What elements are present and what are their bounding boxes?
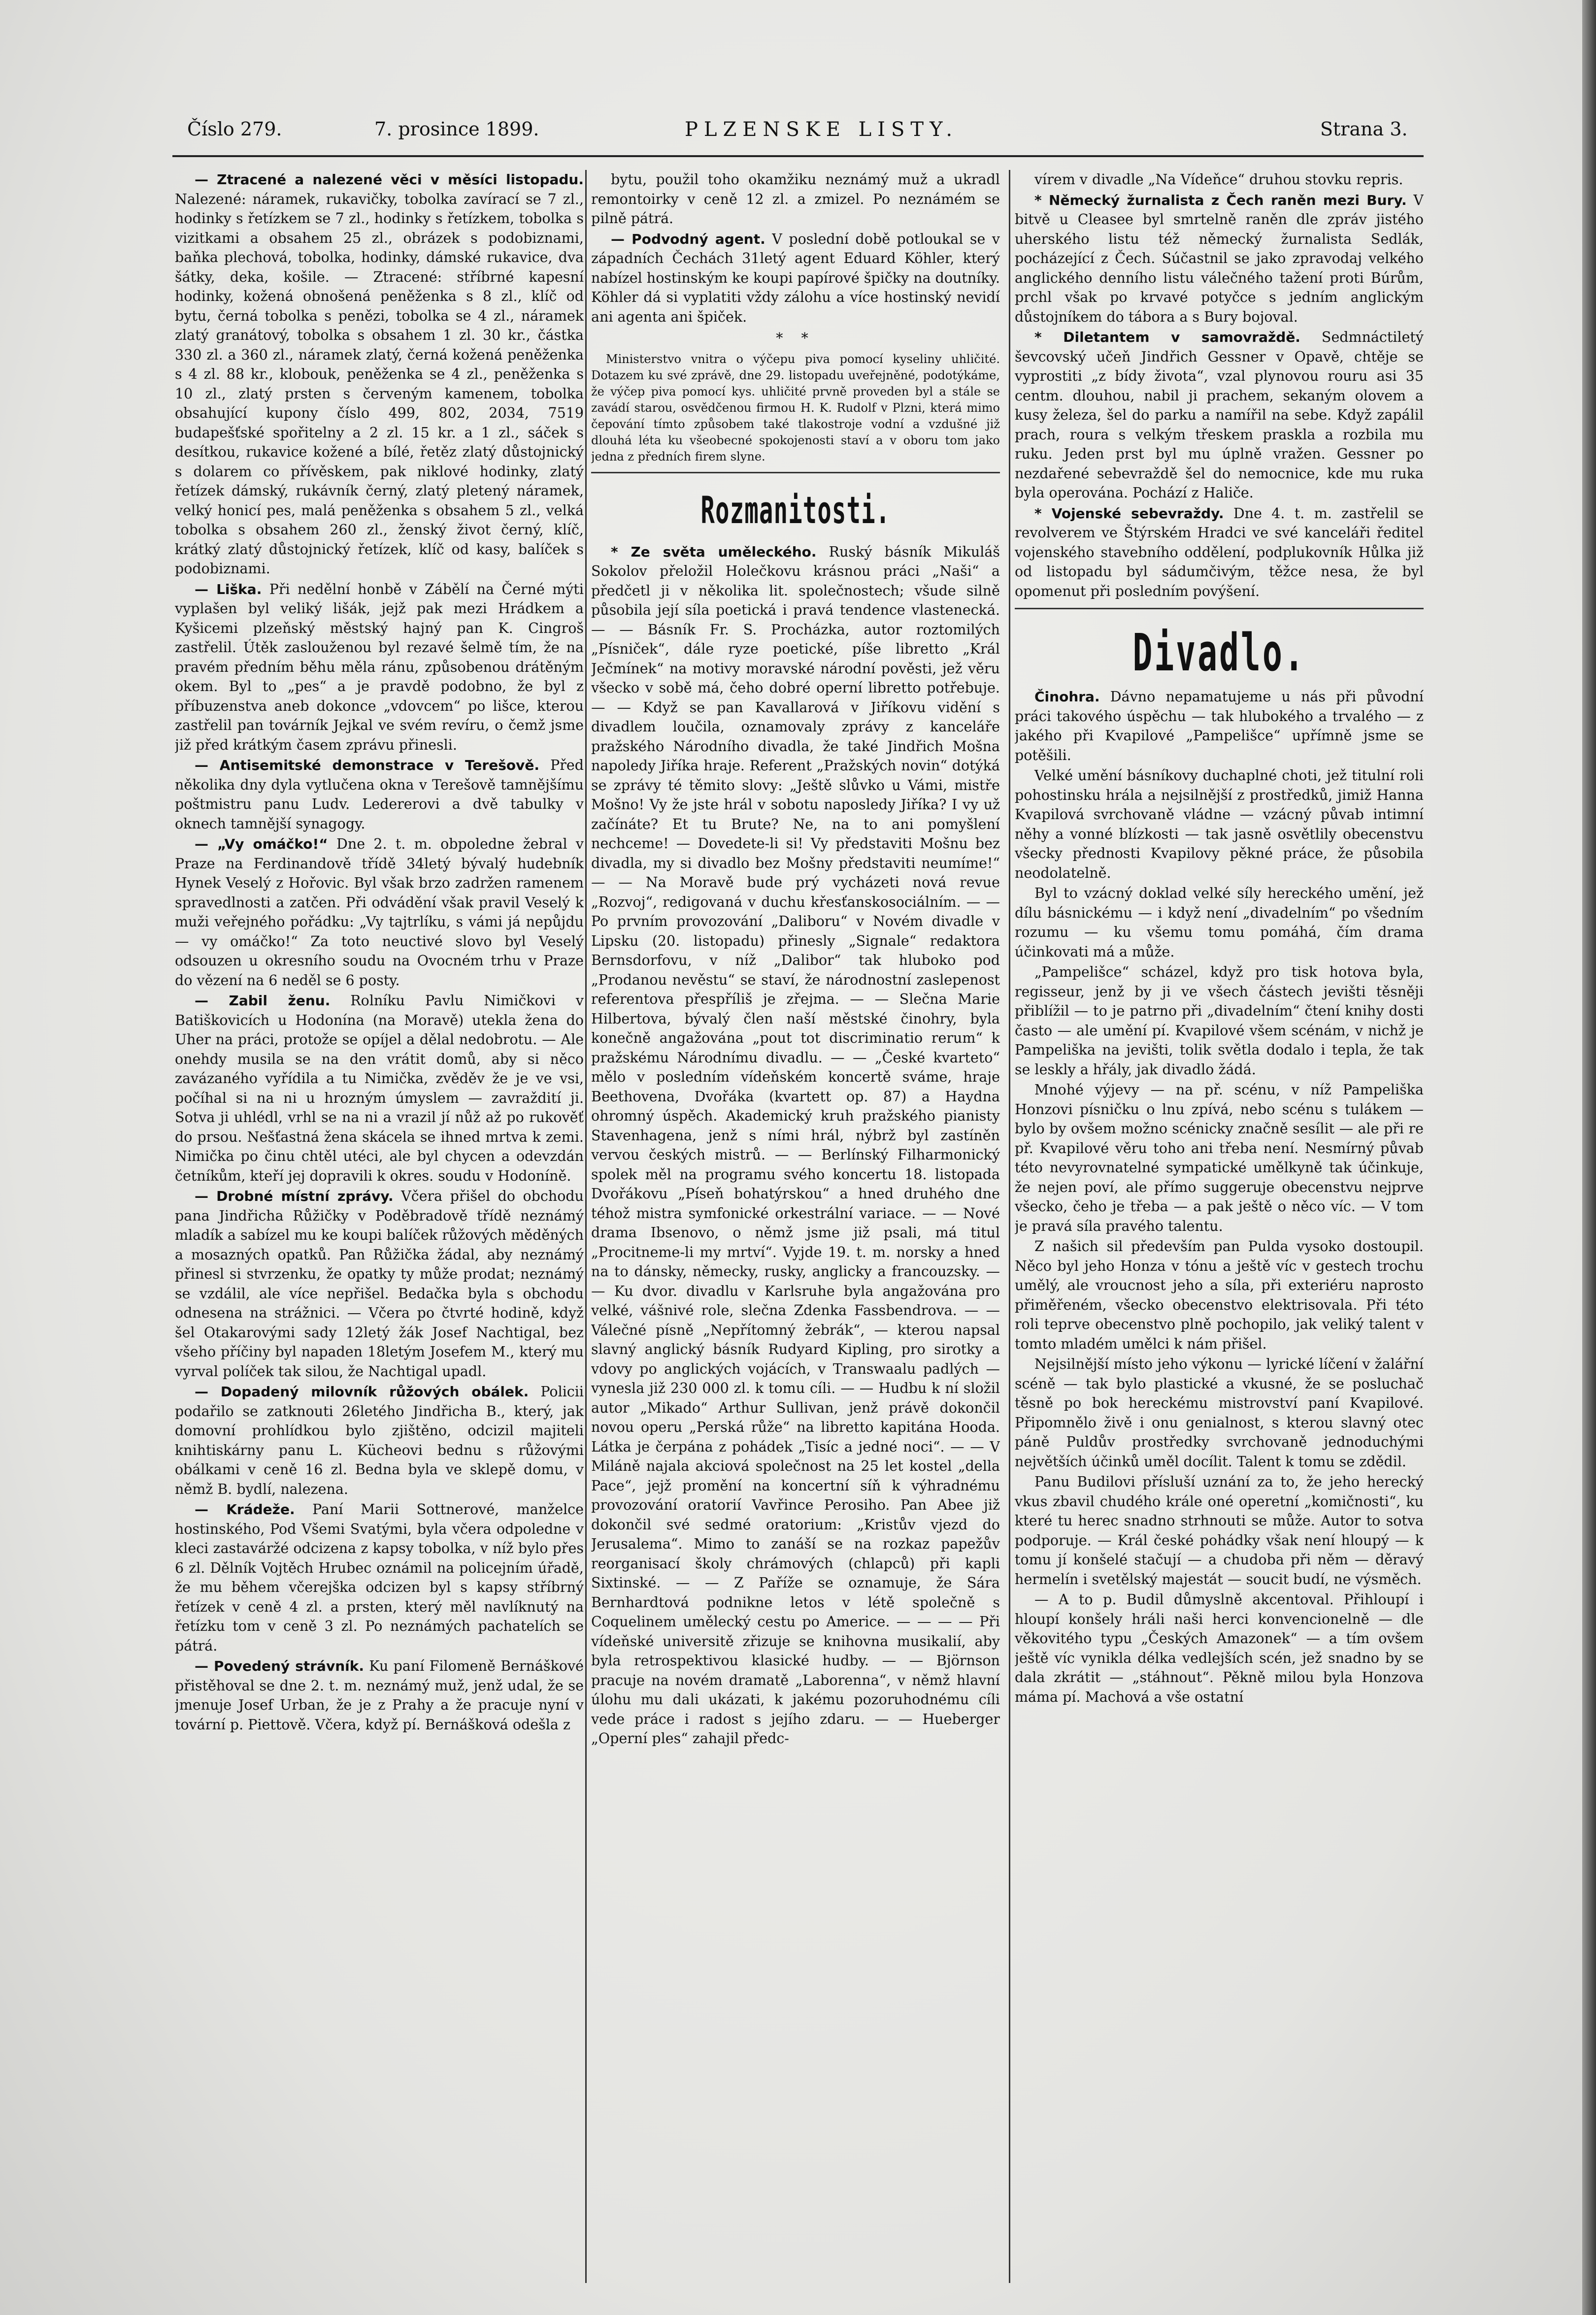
page-header (167, 118, 1429, 148)
article-paragraph (591, 542, 1000, 1749)
article-text: Nejsilnější místo jeho výkonu — lyrické líčení v žalářní scéně — tak bylo plastické a vkusné, že se posluchač těsně po bok hereckému mistrovství paní Kvapilové. Připomnělo živě i onu genialnost, s kterou slavný otec páně Puldův prostředky svrchovaně jednoduchými největších účinků uměl docílit. Talent k tomu se zdědil. (1015, 1356, 1424, 1470)
article-text: Nalezené: náramek, rukavičky, tobolka zavírací se 7 zl., hodinky s řetízkem se 7 zl., hodinky s řetízkem, tobolka s vizitkami a obsahem 25 zl., obrázek s podobiznami, baňka plechová, tobolka, hodinky, dámské rukavice, dva šátky, deka, košile. — Ztracené: stříbrné kapesní hodinky, kožená obnošená peněženka s 8 zl., klíč od bytu, černá tobolka s penězi, tobolka se 4 zl., náramek zlatý granátový, tobolka s obsahem 1 zl. 30 kr., částka 330 zl. a 360 zl., náramek zlatý, černá kožená peněženka s 4 zl. 88 kr., klobouk, peněženka se 4 zl., peněženka s 10 zl., zlatý prsten s červeným kamenem, tobolka obsahující kupony číslo 499, 802, 2034, 7519 budapešťské spořitelny a 2 zl. 15 kr. a 1 zl., sáček s desítkou, rukavice kožené a bílé, řetěz zlatý důstojnický s dolarem co přívěskem, pak niklové hodinky, zlatý řetízek dámský, rukávník černý, zlatý pletený náramek, velký honicí pes, malá peněženka s obsahem 5 zl., velká tobolka s obsahem 260 zl., ženský život černý, klíč, krátký zlatý důstojnický řetízek, klíč od kasy, balíček s podobiznami. (175, 191, 584, 577)
column-3 (1015, 170, 1424, 2283)
article-paragraph (1015, 504, 1424, 601)
article-text: Z našich sil především pan Pulda vysoko dostoupil. Něco byl jeho Honza v tónu a ještě víc v gestech trochu umělý, ale vroucnost jeho a síla, při exteriéru naprosto přiměřeném, všecko obecenstvo elektrisovala. Při této roli teprve obecenstvo plně pochopilo, jak veliký talent v tomto mladém umělci k nám přišel. (1015, 1238, 1424, 1352)
column-3-top-articles (1015, 170, 1424, 601)
issue-number: Číslo 279. (187, 118, 282, 140)
article-text: Panu Budilovi přísluší uznání za to, že jeho herecký vkus zbavil chudého krále oné operetní „komičnosti“, ku které tu herec snadno strhnouti se může. Autor to sotva podporuje. — Král české pohádky však není hloupý — k tomu jí konšelé stačují — a chudoba při něm — děravý hermelín i svetělský majestát — soucit budí, ne výsměch. (1015, 1474, 1424, 1587)
page-edge-shadow (1582, 0, 1596, 2315)
article-paragraph (1015, 1472, 1424, 1589)
article-heading: — Drobné místní zprávy. (195, 1188, 394, 1204)
article-text: V bitvě u Cleasee byl smrtelně raněn dle zpráv jistého uherského listu též německý žurnalista Sedlák, pocházející z Čech. Súčastnil se jako zpravodaj velkého anglického denního listu válečného tažení proti Búrům, prchl však po krvavé potyčce s jedním anglickým důstojníkem do tábora a s Bury bojoval. (1015, 192, 1424, 325)
article-heading: — Zabil ženu. (195, 992, 331, 1009)
article-heading: — „Vy omáčko!“ (195, 836, 328, 852)
article-paragraph (1015, 170, 1424, 190)
article-text: Paní Marii Sottnerové, manželce hostinského, Pod Všemi Svatými, byla včera odpoledne v kleci zastaváržé odcizena z kapsy tobolka, v níž bylo přes 6 zl. Dělník Vojtěch Hrubec oznámil na policejním úřadě, že mu během včerejška odcizen byl s kapsy stříbrný řetízek v ceně 4 zl. a prsten, který měl navlíknutý na řetízku tom v ceně 3 zl. Po neznámých pachatelích se pátrá. (175, 1501, 584, 1654)
article-heading: — Povedený strávník. (195, 1658, 364, 1674)
article-text: — A to p. Budil důmyslně akcentoval. Přihloupí i hloupí konšely hráli naši herci konvencionelně — dle věkovitého typu „Českých Amazonek“ — a tím ovšem ještě víc vynikla délka vedlejších scén, jež snadno by se dala zkrátit — „stáhnout“. Pěkně milou byla Honzova máma pí. Machová a vše ostatní (1015, 1591, 1424, 1705)
article-text: Ruský básník Mikuláš Sokolov přeložil Holečkovu krásnou práci „Naši“ a předčetl ji v několika lit. společnostech; všude silně působila její síla poetická i pravá tendence vlastenecká. — — Básník Fr. S. Procházka, autor roztomilých „Písniček“, dále ryze poetické, píše libretto „Král Ječmínek“ na motivy moravské národní pověsti, jež věru všecko v sobě má, čeho dobré operní libretto potřebuje. — — Když se pan Kavallarová v Jiříkovu vidění s divadlem loučila, oznamovaly zprávy z kanceláře pražského Národního divadla, že také Jindřich Mošna napoledy Jiříka hraje. Referent „Pražských novin“ dotýká se zprávy té těmito slovy: „Ještě slůvko u Vámi, mistře Mošno! Vy že jste hrál v sobotu naposledy Jiříka? I vy už začínáte? Et tu Brute? Ne, na to ani pomyšlení nechceme! — Dovedete-li si! Vy představiti Mošnu bez divadla, my si divadlo bez Mošny představiti neumíme!“ — — Na Moravě bude prý vycházeti nová revue „Rozvoj“, redigovaná v duchu křesťanskosociálním. — — Po prvním provozování „Daliboru“ v Novém divadle v Lipsku (20. listopadu) přinesly „Signale“ redaktora Bernsdorfovu, v níž „Dalibor“ tak hluboko pod „Prodanou nevěstu“ se staví, že národnostní zaslepenost referentova přespříliš je zřejma. — — Slečna Marie Hilbertova, bývalý člen naší městské činohry, byla konečně angažována „pout tot discriminatio rerum“ k pražskému Národnímu divadlu. — — „České kvarteto“ mělo v posledním vídeňském koncertě sváme, hraje Beethovena, Dvořáka (kvartett op. 87) a Haydna ohromný úspěch. Akademický kruh pražského pianisty Stavenhagena, jenž s ními hrál, nýbrž byl zastíněn vervou českých mistrů. — — Berlínský Filharmonický spolek měl na programu svého koncertu 18. listopada Dvořákovu „Píseň bohatýrskou“ a hned druhého dne téhož mistra symfonické orkestrální variace. — — Nové drama Ibsenovo, o němž jsme již psali, má titul „Procitneme-li my mrtví“. Vyjde 19. t. m. norsky a hned na to dánsky, německy, rusky, anglicky a francouzsky. — — Ku dvor. divadlu v Karlsruhe byla angažována pro velké, vášnivé role, slečna Zdenka Fassbendrova. — — Válečné písně „Nepřítomný žebrák“, — kterou napsal slavný anglický básník Rudyard Kipling, pro sirotky a vdovy po anglických vojácích, v Transwaalu padlých — vynesla již 230 000 zl. k tomu cíli. — — Hudbu k ní složil autor „Mikado“ Arthur Sullivan, jenž právě dokončil novou operu „Perská růže“ na libretto kapitána Hooda. Látka je čerpána z pohádek „Tisíc a jedné noci“. — — V Miláně najala akciová společnost na 25 let kostel „della Pace“, jejž promění na koncertní síň k výhradnému provozování oratorií Vavřince Perosiho. Pan Abee již dokončil své sedmé oratorium: „Kristův vjezd do Jerusalema“. Mimo to zanáší se na rozkaz papežův reorganisací školy chrámových (chlapců) při kapli Sixtinské. — — Z Paříže se oznamuje, že Sára Bernhardtová podnikne letos v létě společně s Coquelinem umělecký cestu po Americe. — — — — Při vídeňské universitě zřizuje se knihovna musikalií, aby byla retrospektivou klasické hudby. — — Björnson pracuje na novém dramatě „Laborenna“, v němž hlavní úlohu mu dali ukázati, k jakému pozoruhodnému cíli vede práce i radost s jejího zdaru. — — Hueberger „Operní ples“ zahajil předc- (591, 543, 1000, 1747)
article-heading: * Vojenské sebevraždy. (1034, 505, 1224, 522)
section-title-divadlo: Divadlo. (1132, 623, 1306, 683)
column-2-top-articles (591, 170, 1000, 327)
column-2 (591, 170, 1000, 2283)
column-1 (175, 170, 584, 2283)
notice-text: Ministerstvo vnitra o výčepu piva pomocí kyseliny uhličité. Dotazem ku své zprávě, dne 29. listopadu uveřejněné, podotýkáme, že výčep piva pomocí kys. uhličité prvně proveden byl a stále se zavádí starou, osvědčenou firmou H. K. Rudolf v Plzni, která mimo čepování tímto způsobem také tlakostroje vodní a vzdušné již dlouhá léta ku všeobecné spokojenosti staví a v oboru tom jako jedna z předních firem slyne. (591, 352, 1000, 463)
article-text: Rolníku Pavlu Nimičkovi v Batiškovicích u Hodonína (na Moravě) utekla žena do Uher na práci, protože se opíjel a dělal nedobrotu. — Ale onehdy musila se na den vrátit domů, aby si něco zavázaného vyřídila a tu Nimička, zvěděv že je ve vsi, počíhal si na ni u hrozným úmyslem — zavraždití ji. Sotva ji uhlédl, vrhl se na ni a vrazil jí nůž až po rukověť do prsou. Nešťastná žena skácela se ihned mrtva k zemi. Nimička po činu chtěl utéci, ale byl chycen a odevzdán četníkům, kteří jej dopravili k okres. soudu v Hodoníně. (175, 992, 584, 1184)
article-paragraph (1015, 766, 1424, 883)
article-paragraph (175, 991, 584, 1186)
article-text: Včera přišel do obchodu pana Jindřicha Růžičky v Poděbradově třídě neznámý mladík a sabízel mu ke koupi balíček růžových měděných a mosazných opatků. Pan Růžička žádal, aby neznámý přinesl si stvrzenku, že opatky ty může prodat; neznámý se vzdálil, ale více nepřišel. Bedačka byla s obchodu odnesena na strážnici. — Včera po čtvrté hodině, když šel Otakarovými sady 12letý žák Josef Nachtigal, bez všeho příčiny byl napaden 18letým Josefem M., který mu vyrval políček tak silou, že Nachtigal upadl. (175, 1188, 584, 1380)
newspaper-title: PLZENSKE LISTY. (685, 118, 959, 141)
article-text: vírem v divadle „Na Vídeňce“ druhou stovku repris. (1034, 171, 1403, 188)
article-paragraph (1015, 1237, 1424, 1354)
article-paragraph (175, 834, 584, 990)
article-text: Byl to vzácný doklad velké síly hereckého umění, jež dílu básnickému — i když není „divadelním“ po všedním rozumu — ku všemu tomu pomáhá, čím drama účinkovati má a může. (1015, 885, 1424, 960)
article-paragraph (175, 1382, 584, 1499)
section-rule (1015, 608, 1424, 609)
article-paragraph (1015, 962, 1424, 1079)
article-heading: * Diletantem v samovraždě. (1034, 329, 1300, 345)
article-paragraph (1015, 1355, 1424, 1471)
article-text: Ku paní Filomeně Bernáškové přistěhoval se dne 2. t. m. neznámý muž, jenž udal, že se jmenuje Josef Urban, že je z Prahy a že pracuje nyní v tovární p. Piettově. Včera, když pí. Bernášková odešla z (175, 1658, 584, 1733)
column-rule (585, 170, 587, 2283)
article-paragraph (175, 1187, 584, 1381)
article-text: Dávno nepamatujeme u nás při původní práci takového úspěchu — tak hlubokého a trvalého — z jakého při Kvapilové „Pampelišce“ upřímně jsme se potěšili. (1015, 689, 1424, 763)
article-heading: — Ztracené a nalezené věci v měsíci listopadu. (195, 171, 584, 188)
column-2-bottom-articles (591, 542, 1000, 1749)
article-paragraph (175, 1500, 584, 1655)
article-text: Sedmnáctiletý ševcovský učeň Jindřich Gessner v Opavě, chtěje se vyprostiti „z bídy života“, vzal plynovou rouru asi 35 centm. dlouhou, nabil ji prachem, sekaným olovem a kusy železa, šel do parku a namířil na sebe. Když zapálil prach, roura s velkým třeskem praskla a rozbila mu ruku. Jeden prst byl mu úplně vražen. Gessner po nezdařené sebevraždě šel do nemocnice, kde mu ruka byla operována. Pochází z Haliče. (1015, 329, 1424, 501)
column-3-theatre-articles (1015, 687, 1424, 1707)
article-text: V poslední době potloukal se v západních Čechách 31letý agent Eduard Köhler, který nabízel hostinským ke koupi papírové špičky na doutníky. Köhler dá si vyplatiti vždy zálohu a více hostinský nevidí ani agenta ani špiček. (591, 231, 1000, 325)
article-text: Policii podařilo se zatknouti 26letého Jindřicha B., který, jak domovní prohlídkou bylo zjištěno, odcizil majiteli knihtiskárny panu L. Kücheovi bednu s růžovými obálkami v ceně 16 zl. Bedna byla ve sklepě domu, v němž B. bydlí, nalezena. (175, 1384, 584, 1497)
article-heading: — Krádeže. (195, 1501, 295, 1518)
article-paragraph (1015, 884, 1424, 961)
article-paragraph (175, 170, 584, 579)
section-title-rozmanitosti: Rozmanitosti. (700, 488, 891, 532)
article-text: Mnohé výjevy — na př. scénu, v níž Pampeliška Honzovi písničku o lnu zpívá, nebo scénu s tulákem — bylo by ovšem možno scénicky značně sesílit — ale při re př. Kvapilové věru toho ani třeba není. Nesmírný půvab této nevyrovnatelné sympatické umělkyně tak účinkuje, že nejen poví, ale přímo suggeruje obecenstvu nejprve všecko, čeho je třeba — a pak ještě o něco víc. — V tom je pravá síla pravého talentu. (1015, 1082, 1424, 1234)
separator-stars: * * (776, 330, 815, 346)
article-paragraph (1015, 1590, 1424, 1707)
article-heading: — Liška. (195, 581, 262, 597)
article-text: Velké umění básníkovy duchaplné choti, jež titulní roli pohostinsku hrála a nejsilnější z prostředků, jimiž Hanna Kvapilová svrchovaně vládne — vzácný půvab intimní něhy a vonné blízkosti — tak jasně osvětlily obecenstvu všecky přednosti Kvapilovy pěkné práce, že působila neodolatelně. (1015, 767, 1424, 881)
section-rule (591, 472, 1000, 473)
issue-date: 7. prosince 1899. (374, 118, 539, 140)
article-heading: — Dopadený milovník růžových obálek. (195, 1384, 529, 1400)
advertisement-notice (591, 351, 1000, 465)
article-text: „Pampelišce“ scházel, když pro tisk hotova byla, regisseur, jenž by ji ve všech částech jevišti těsněji přiblížil — to je patrno při „divadelním“ čtení knihy dosti často — ale umění pí. Kvapilové všem scénám, v nichž je Pampeliška na jevišti, tolik světla dodalo i tepla, že tak se leskly a hřály, jak divadlo žádá. (1015, 964, 1424, 1078)
page-number: Strana 3. (1320, 118, 1408, 140)
article-heading: Činohra. (1034, 689, 1100, 705)
article-paragraph (1015, 687, 1424, 765)
article-paragraph (175, 580, 584, 755)
article-text: Dne 4. t. m. zastřelil se revolverem ve Štýrském Hradci ve své kanceláři ředitel vojenského stavebního oddělení, podplukovník Hůlka již od listopadu byl sádumčivým, těžce nesa, že byl opomenut při posledním povýšení. (1015, 505, 1424, 599)
article-paragraph (1015, 1080, 1424, 1236)
article-paragraph (591, 170, 1000, 229)
article-paragraph (1015, 191, 1424, 327)
article-paragraph (1015, 328, 1424, 503)
article-heading: — Antisemitské demonstrace v Terešově. (195, 757, 539, 773)
article-text: Před několika dny dyla vytlučena okna v Terešově tamnějšímu poštmistru panu Ludv. Ledererovi a dvě tabulky v oknech tamnější synagogy. (175, 757, 584, 832)
article-paragraph (175, 1656, 584, 1734)
column-rule (1009, 170, 1010, 2283)
article-heading: * Německý žurnalista z Čech raněn mezi Bury. (1034, 192, 1407, 208)
article-text: Dne 2. t. m. obpoledne žebral v Praze na Ferdinandově třídě 34letý bývalý hudebník Hynek Veselý z Hořovic. Byl však brzo zadržen ramenem spravedlnosti a zatčen. Při odvádění však pravil Veselý k muži veřejného pořádku: „Vy tajtrlíku, s vámi já nepůjdu — vy omáčko!“ Za toto neuctivé slovo byl Veselý odsouzen u okresního soudu na Ovocném trhu v Praze do vězení na 6 neděl se 6 posty. (175, 836, 584, 989)
article-text: bytu, použil toho okamžiku neznámý muž a ukradl remontoirky v ceně 12 zl. a zmizel. Po neznámém se pilně pátrá. (591, 171, 1000, 227)
article-text: Při nedělní honbě v Zábělí na Černé mýti vyplašen byl veliký lišák, jejž pak mezi Hrádkem a Kyšicemi plzeňský městský hajný pan K. Cingroš zastřelil. Útěk zaslouženou byl rezavé šelmě tím, že na pravém předním běhu měla ránu, způsobenou drátěným okem. Byl to „pes“ a je pravdě podobno, že byl z příbuzenstva aneb dokonce „vdovcem“ po lišce, kterou zastřelil pan továrník Jejkal ve svém revíru, o čemž jsme již před krátkým časem zprávu přinesli. (175, 581, 584, 753)
article-heading: — Podvodný agent. (611, 231, 765, 247)
article-paragraph (175, 756, 584, 833)
article-heading: * Ze světa uměleckého. (611, 543, 817, 560)
header-rule (172, 155, 1424, 157)
article-paragraph (591, 230, 1000, 327)
